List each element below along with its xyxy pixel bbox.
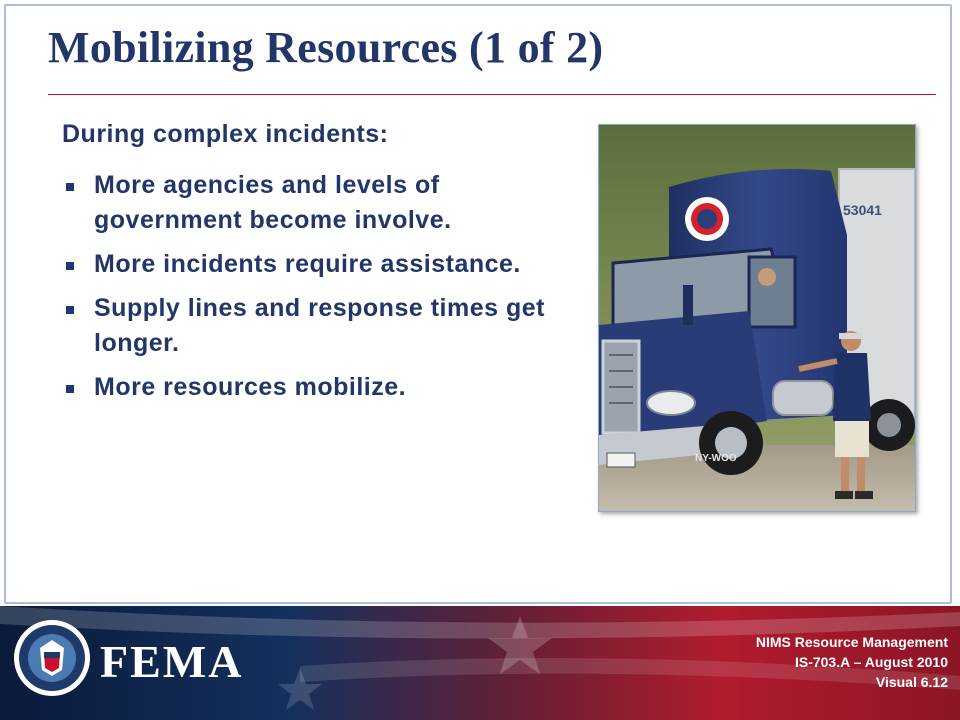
course-name: NIMS Resource Management [755, 634, 948, 650]
course-edition: IS-703.A – August 2010 [794, 654, 948, 670]
lead-text: During complex incidents: [62, 120, 389, 148]
square-bullet-icon [66, 385, 74, 393]
bullet-text: More resources mobilize. [94, 373, 407, 401]
bullet-item [62, 370, 562, 405]
fema-wordmark: FEMA [100, 636, 244, 687]
square-bullet-icon [66, 306, 74, 314]
visual-number: Visual 6.12 [875, 674, 948, 690]
dhs-seal-icon [12, 618, 92, 698]
square-bullet-icon [66, 262, 74, 270]
footer-info [756, 632, 948, 692]
bullet-item [62, 168, 562, 238]
truck-plate-text: NY-WOO [695, 453, 737, 464]
trailer-number: 53041 [843, 202, 882, 218]
bullet-text: Supply lines and response times get longer. [94, 294, 545, 357]
title-divider [48, 94, 936, 95]
truck-photo [598, 124, 916, 512]
bullet-list [62, 168, 562, 414]
bullet-text: More agencies and levels of government become involve. [94, 171, 452, 234]
bullet-item [62, 247, 562, 282]
footer-banner [0, 606, 960, 720]
square-bullet-icon [66, 183, 74, 191]
slide-title: Mobilizing Resources (1 of 2) [48, 23, 604, 72]
bullet-text: More incidents require assistance. [94, 250, 521, 278]
bullet-item [62, 291, 562, 361]
